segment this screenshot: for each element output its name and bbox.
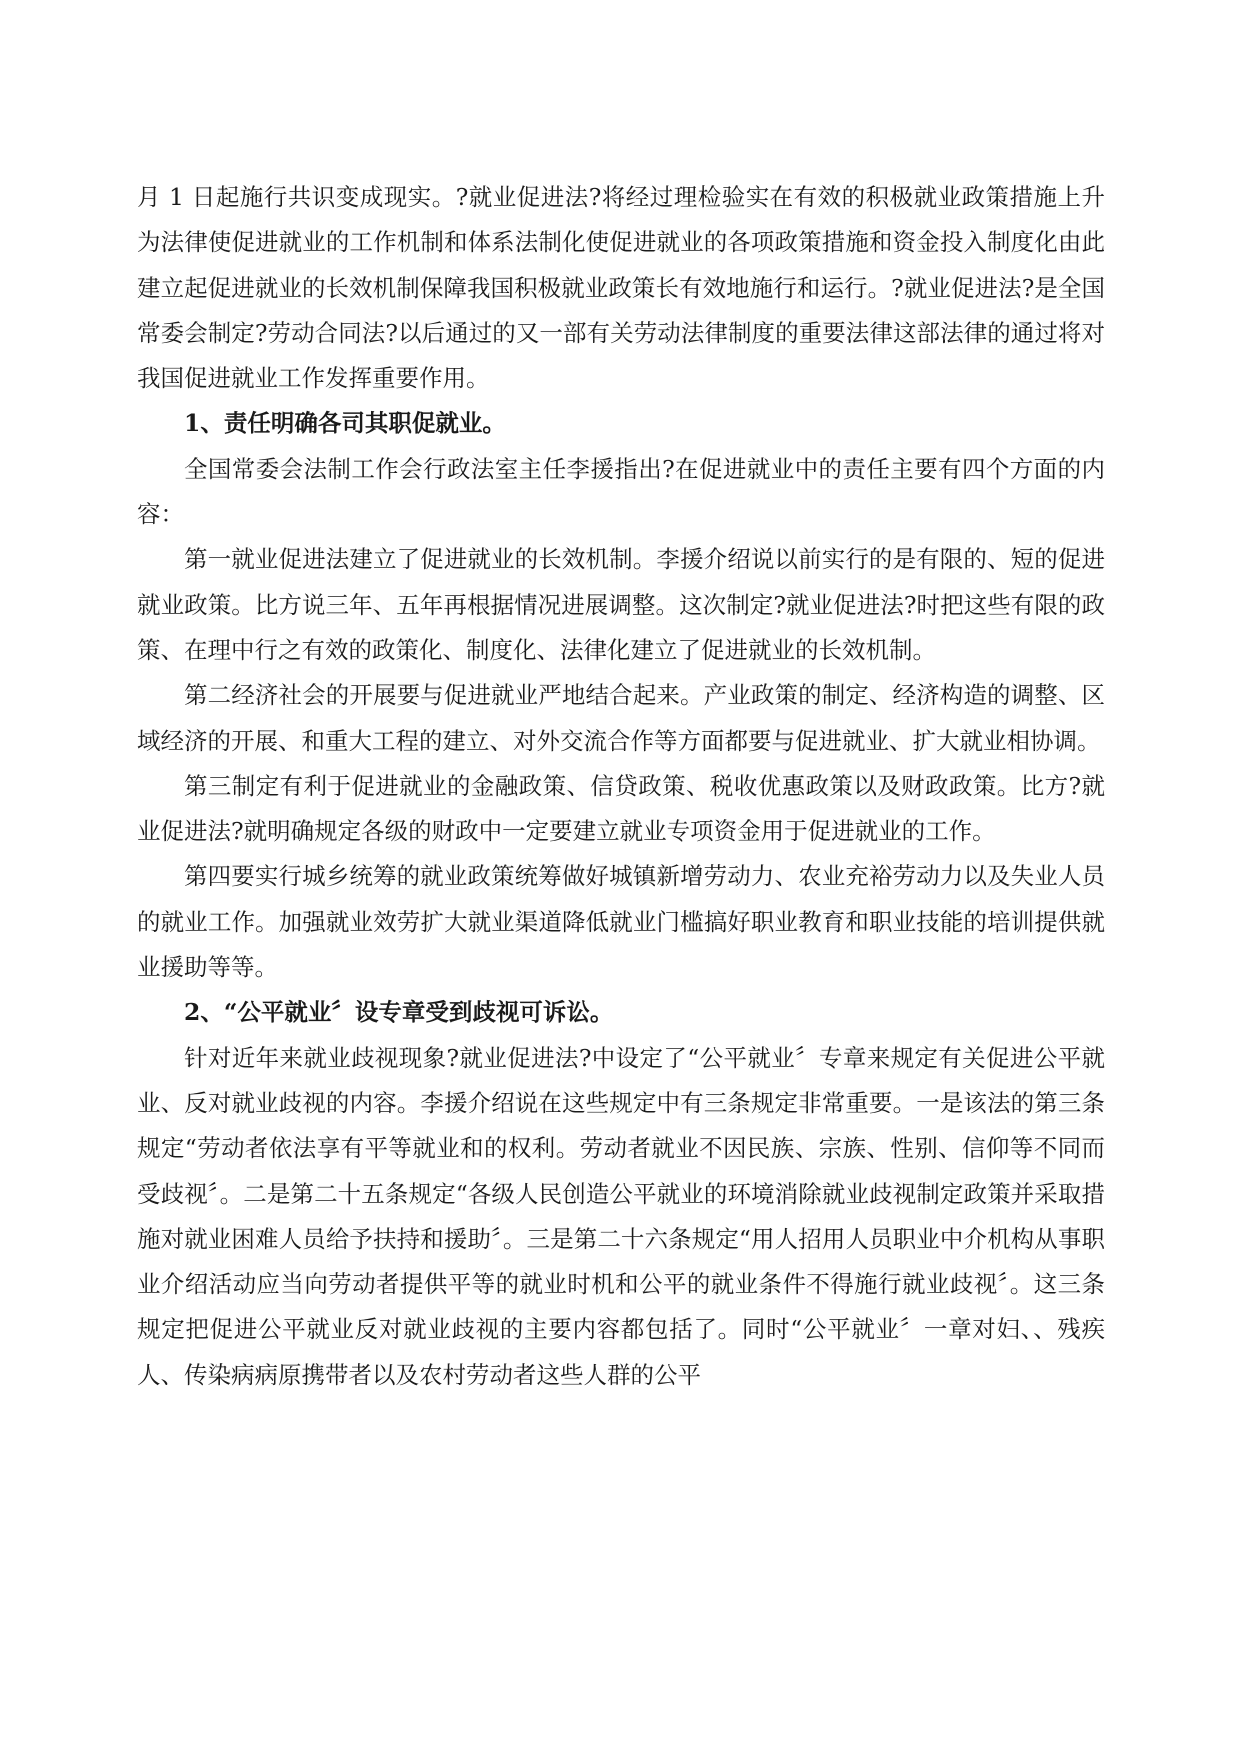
body-paragraph: 第二经济社会的开展要与促进就业严地结合起来。产业政策的制定、经济构造的调整、区域经济的开展、和重大工程的建立、对外交流合作等方面都要与促进就业、扩大就业相协调。 [137,681,1105,755]
document-body [137,175,1105,1398]
section-heading-1: 1、责任明确各司其职促就业。 [184,409,506,438]
body-paragraph: 全国常委会法制工作会行政法室主任李援指出?在促进就业中的责任主要有四个方面的内容： [137,454,1105,529]
body-paragraph-continued: 月 1 日起施行共识变成现实。?就业促进法?将经过理检验实在有效的积极就业政策措施上升为法律使促进就业的工作机制和体系法制化使促进就业的各项政策措施和资金投入制度化由此建立起促进就业的长效机制保障我国积极就业政策长有效地施行和运行。?就业促进法?是全国常委会制定?劳动合同法?以后通过的又一部有关劳动法律制度的重要法律这部法律的通过将对我国促进就业工作发挥重要作用。 [137,183,1105,393]
body-paragraph: 针对近年来就业歧视现象?就业促进法?中设定了“公平就业〞专章来规定有关促进公平就业、反对就业歧视的内容。李援介绍说在这些规定中有三条规定非常重要。一是该法的第三条规定“劳动者依法享有平等就业和的权利。劳动者就业不因民族、宗族、性别、信仰等不同而受歧视〞。二是第二十五条规定“各级人民创造公平就业的环境消除就业歧视制定政策并采取措施对就业困难人员给予扶持和援助〞。三是第二十六条规定“用人招用人员职业中介机构从事职业介绍活动应当向劳动者提供平等的就业时机和公平的就业条件不得施行就业歧视〞。这三条规定把促进公平就业反对就业歧视的主要内容都包括了。同时“公平就业〞一章对妇、、残疾人、传染病病原携带者以及农村劳动者这些人群的公平 [137,1043,1105,1389]
body-paragraph: 第三制定有利于促进就业的金融政策、信贷政策、税收优惠政策以及财政政策。比方?就业促进法?就明确规定各级的财政中一定要建立就业专项资金用于促进就业的工作。 [137,771,1105,846]
section-heading-2: 2、“公平就业〞设专章受到歧视可诉讼。 [184,998,614,1027]
body-paragraph: 第四要实行城乡统筹的就业政策统筹做好城镇新增劳动力、农业充裕劳动力以及失业人员的就业工作。加强就业效劳扩大就业渠道降低就业门槛搞好职业教育和职业技能的培训提供就业援助等等。 [137,862,1105,982]
body-paragraph: 第一就业促进法建立了促进就业的长效机制。李援介绍说以前实行的是有限的、短的促进就业政策。比方说三年、五年再根据情况进展调整。这次制定?就业促进法?时把这些有限的政策、在理中行之有效的政策化、制度化、法律化建立了促进就业的长效机制。 [137,545,1105,664]
